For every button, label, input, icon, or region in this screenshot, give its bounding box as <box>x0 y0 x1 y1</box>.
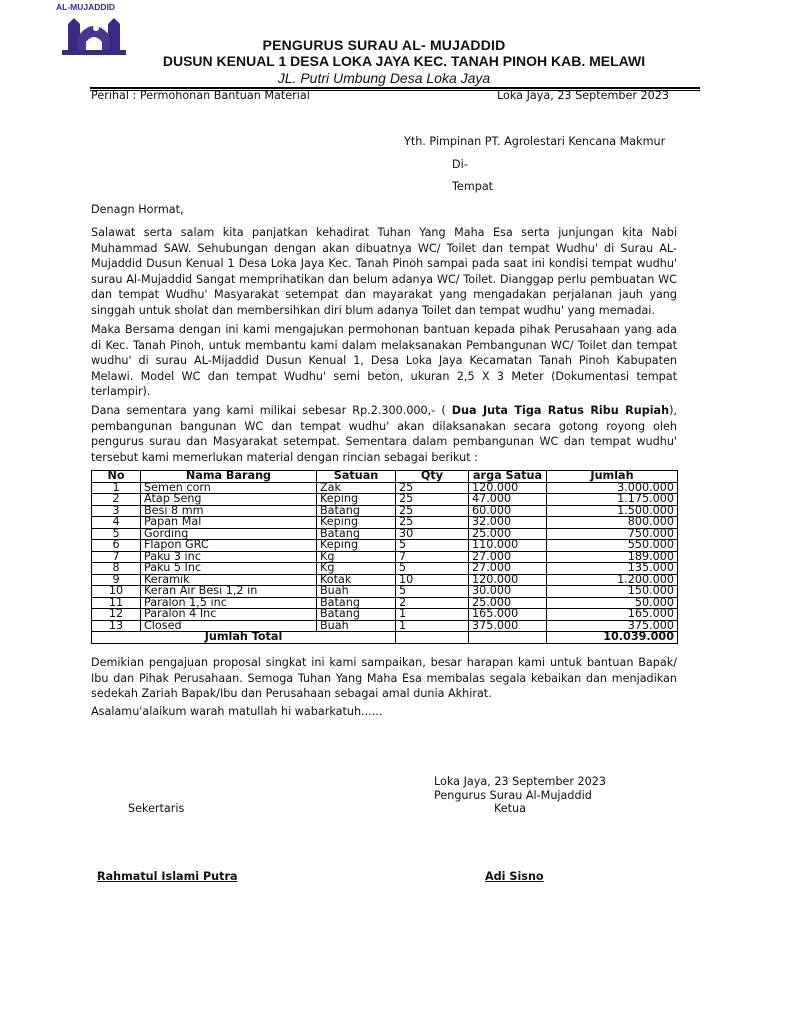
funds-text-start: Dana sementara yang kami milikai sebesar Rp.2.300.000,- ( <box>91 404 452 417</box>
signature-org: Pengurus Surau Al-Mujaddid <box>434 789 592 802</box>
cell-item: Besi 8 mm <box>141 505 317 517</box>
cell-unit: Kotak <box>317 574 396 586</box>
table-total-row <box>92 632 678 644</box>
cell-amount: 1.500.000 <box>547 505 678 517</box>
cell-qty: 7 <box>396 551 469 563</box>
logo-text: AL-MUJADDID <box>56 2 116 12</box>
paragraph-closing: Demikian pengajuan proposal singkat ini kami sampaikan, besar harapan kami untuk bantuan Bapak/ Ibu dan Pihak Perusahaan. Semoga Tuhan Yang Maha Esa membalas segala kebaikan dan menjadikan sedekah Zariah Bapak/Ibu dan Perusahaan sebagai amal dunia Akhirat. <box>91 656 677 701</box>
cell-no: 11 <box>92 597 141 609</box>
cell-unit: Keping <box>317 517 396 529</box>
cell-amount: 150.000 <box>547 586 678 598</box>
cell-item: Paralon 4 Inc <box>141 609 317 621</box>
cell-unit: Zak <box>317 482 396 494</box>
cell-no: 13 <box>92 620 141 632</box>
funds-text-end: ), pembangunan bangunan WC dan tempat wudhu' akan dilaksanakan secara gotong royong oleh pengurus surau dan Masyarakat setempat. Sementara dalam pembangunan WC dan tempat wudhu' tersebut kami memerlukan material dengan rincian sebagai berikut : <box>91 404 677 464</box>
cell-amount: 189.000 <box>547 551 678 563</box>
cell-unit: Batang <box>317 597 396 609</box>
chairman-name: Adi Sisno <box>485 870 544 883</box>
total-empty-cell <box>469 632 547 644</box>
cell-price: 375.000 <box>469 620 547 632</box>
funds-amount-words: Dua Juta Tiga Ratus Ribu Rupiah <box>451 404 670 417</box>
recipient-line-2: Di- <box>452 158 468 171</box>
cell-unit: Batang <box>317 528 396 540</box>
total-empty-cell <box>396 632 469 644</box>
organization-name: PENGURUS SURAU AL- MUJADDID <box>262 37 506 53</box>
cell-no: 3 <box>92 505 141 517</box>
cell-amount: 1.175.000 <box>547 494 678 506</box>
cell-amount: 1.200.000 <box>547 574 678 586</box>
cell-amount: 550.000 <box>547 540 678 552</box>
cell-price: 25.000 <box>469 528 547 540</box>
cell-price: 165.000 <box>469 609 547 621</box>
cell-price: 27.000 <box>469 551 547 563</box>
cell-qty: 30 <box>396 528 469 540</box>
cell-unit: Keping <box>317 540 396 552</box>
cell-price: 120.000 <box>469 482 547 494</box>
cell-qty: 25 <box>396 482 469 494</box>
cell-unit: Kg <box>317 563 396 575</box>
cell-no: 6 <box>92 540 141 552</box>
role-chairman: Ketua <box>494 802 526 815</box>
cell-item: Atap Seng <box>141 494 317 506</box>
address-line: DUSUN KENUAL 1 DESA LOKA JAYA KEC. TANAH PINOH KAB. MELAWI <box>162 53 646 69</box>
cell-qty: 1 <box>396 620 469 632</box>
cell-item: Keramik <box>141 574 317 586</box>
paragraph-opening: Salawat serta salam kita panjatkan kehadirat Tuhan Yang Maha Esa serta junjungan kita Nabi Muhammad SAW. Sehubungan dengan akan dibuatnya WC/ Toilet dan tempat Wudhu' di Surau AL-Mujaddid Dusun Kenual 1 Desa Loka Jaya Kec. Tanah Pinoh sampai pada saat ini kondisi tempat wudhu' surau Al-Mujaddid Sangat memprihatikan dan belum adanya WC/ Toilet. Dianggap perlu pembuatan WC dan tempat Wudhu' Masyarakat setempat dan mayarakat yang mengadakan perjalanan jauh yang singgah untuk sholat dan membersihkan diri blum adanya Toilet dan tempat wudhu' yang memadai. <box>91 226 677 317</box>
cell-no: 12 <box>92 609 141 621</box>
secretary-name: Rahmatul Islami Putra <box>97 870 238 883</box>
cell-amount: 750.000 <box>547 528 678 540</box>
cell-no: 1 <box>92 482 141 494</box>
table-row <box>92 620 678 632</box>
cell-unit: Buah <box>317 620 396 632</box>
closing-salutation: Asalamu'alaikum warah matullah hi wabarkatuh...... <box>91 705 383 718</box>
cell-qty: 25 <box>396 505 469 517</box>
cell-amount: 50.000 <box>547 597 678 609</box>
cell-item: Keran Air Besi 1,2 in <box>141 586 317 598</box>
cell-no: 9 <box>92 574 141 586</box>
cell-qty: 25 <box>396 494 469 506</box>
cell-price: 110.000 <box>469 540 547 552</box>
paragraph-funds <box>91 403 677 465</box>
cell-item: Paku 3 inc <box>141 551 317 563</box>
col-header-price: arga Satua <box>469 471 547 483</box>
cell-item: Semen corn <box>141 482 317 494</box>
col-header-no: No <box>92 471 141 483</box>
cell-item: Paku 5 Inc <box>141 563 317 575</box>
cell-no: 5 <box>92 528 141 540</box>
cell-price: 60.000 <box>469 505 547 517</box>
cell-unit: Batang <box>317 505 396 517</box>
col-header-amount: Jumlah <box>547 471 678 483</box>
cell-unit: Kg <box>317 551 396 563</box>
cell-amount: 3.000.000 <box>547 482 678 494</box>
cell-price: 47.000 <box>469 494 547 506</box>
greeting: Denagn Hormat, <box>91 203 184 216</box>
cell-price: 32.000 <box>469 517 547 529</box>
cell-item: Paralon 1,5 inc <box>141 597 317 609</box>
cell-amount: 800.000 <box>547 517 678 529</box>
cell-qty: 25 <box>396 517 469 529</box>
cell-qty: 5 <box>396 563 469 575</box>
cell-amount: 375.000 <box>547 620 678 632</box>
cell-qty: 5 <box>396 540 469 552</box>
cell-price: 25.000 <box>469 597 547 609</box>
cell-unit: Keping <box>317 494 396 506</box>
total-value: 10.039.000 <box>547 632 678 644</box>
cell-qty: 5 <box>396 586 469 598</box>
cell-no: 7 <box>92 551 141 563</box>
cell-amount: 165.000 <box>547 609 678 621</box>
cell-amount: 135.000 <box>547 563 678 575</box>
signature-date: Loka Jaya, 23 September 2023 <box>434 775 606 788</box>
cell-price: 30.000 <box>469 586 547 598</box>
recipient-line-1: Yth. Pimpinan PT. Agrolestari Kencana Makmur <box>404 135 666 148</box>
street-address: JL. Putri Umbung Desa Loka Jaya <box>277 70 491 86</box>
cell-no: 8 <box>92 563 141 575</box>
material-table <box>91 470 678 644</box>
col-header-qty: Qty <box>396 471 469 483</box>
col-header-unit: Satuan <box>317 471 396 483</box>
letter-date: Loka Jaya, 23 September 2023 <box>497 89 669 102</box>
cell-unit: Batang <box>317 609 396 621</box>
total-label: Jumlah Total <box>92 632 396 644</box>
cell-item: Papan Mal <box>141 517 317 529</box>
cell-no: 10 <box>92 586 141 598</box>
paragraph-request: Maka Bersama dengan ini kami mengajukan permohonan bantuan kepada pihak Perusahaan yang ada di Kec. Tanah Pinoh, untuk membantu kami dalam melaksanakan Pembangunan WC/ Toilet dan tempat wudhu' di surau AL-Mijaddid Dusun Kenual 1, Desa Loka Jaya Kecamatan Tanah Pinoh Kabupaten Melawi. Model WC dan tempat Wudhu' semi beton, ukuran 2,5 X 3 Meter (Dokumentasi tempat terlampir). <box>91 323 677 399</box>
col-header-item: Nama Barang <box>141 471 317 483</box>
cell-no: 2 <box>92 494 141 506</box>
recipient-line-3: Tempat <box>452 180 494 193</box>
subject-line: Perihal : Permohonan Bantuan Material <box>91 89 310 102</box>
cell-item: Gording <box>141 528 317 540</box>
cell-price: 27.000 <box>469 563 547 575</box>
cell-price: 120.000 <box>469 574 547 586</box>
role-secretary: Sekertaris <box>128 802 185 815</box>
cell-item: Closed <box>141 620 317 632</box>
cell-item: Flapon GRC <box>141 540 317 552</box>
cell-qty: 1 <box>396 609 469 621</box>
cell-unit: Buah <box>317 586 396 598</box>
cell-no: 4 <box>92 517 141 529</box>
cell-qty: 10 <box>396 574 469 586</box>
cell-qty: 2 <box>396 597 469 609</box>
